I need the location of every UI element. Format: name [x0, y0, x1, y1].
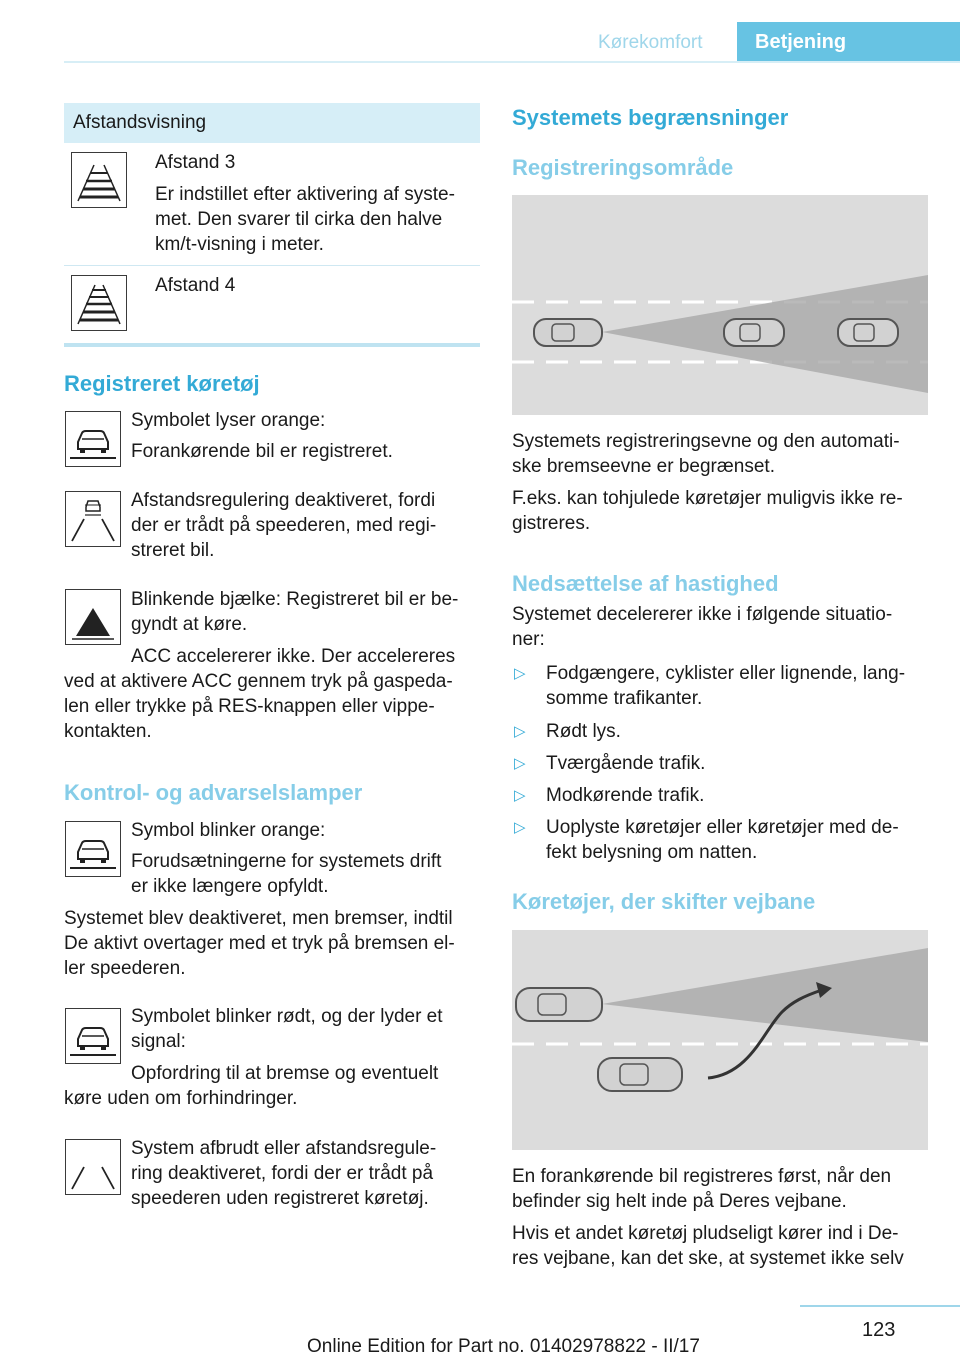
registered-item3-line1: Blinkende bjælke: Registreret bil er be-	[131, 589, 459, 610]
lamps-item1-line1: Symbol blinker orange:	[131, 820, 326, 841]
bullet-icon: ▷	[514, 819, 526, 836]
right-para4-line1: En forankørende bil registreres først, når den	[512, 1166, 892, 1187]
footer-edition: Online Edition for Part no. 01402978822 - II/17	[307, 1336, 700, 1357]
bullet2-line1: Rødt lys.	[546, 721, 621, 742]
car-icon	[65, 411, 121, 467]
subtitle-speed-reduction: Nedsættelse af hastighed	[512, 571, 779, 596]
lamps-item2-line3: Opfordring til at bremse og eventuelt	[131, 1063, 439, 1084]
registered-item1-line1: Symbolet lyser orange:	[131, 410, 326, 431]
lamps-para1-line2: De aktivt overtager med et tryk på bremsen el-	[64, 933, 455, 954]
right-para2-line1: F.eks. kan tohjulede køretøjer muligvis ikke re-	[512, 488, 903, 509]
registered-item2-line2: der er trådt på speederen, med regi-	[131, 515, 437, 536]
row2-line1: Afstand 4	[155, 275, 236, 296]
bullet-icon: ▷	[514, 665, 526, 682]
lamps-item3-line1: System afbrudt eller afstandsregule-	[131, 1138, 437, 1159]
right-para4-line2: befinder sig helt inde på Deres vejbane.	[512, 1191, 847, 1212]
bullet1-line2: somme trafikanter.	[546, 688, 703, 709]
bullet5-line2: fekt belysning om natten.	[546, 842, 758, 863]
lamps-item1-line3: er ikke længere opfyldt.	[131, 876, 329, 897]
registered-item2-line1: Afstandsregulering deaktiveret, fordi	[131, 490, 436, 511]
lamps-item3-line3: speederen uden registreret køretøj.	[131, 1188, 429, 1209]
right-para3-line1: Systemet decelererer ikke i følgende situatio-	[512, 604, 893, 625]
section-title-registered: Registreret køretøj	[64, 371, 260, 396]
right-para1-line2: ske bremseevne er begrænset.	[512, 456, 775, 477]
car-lanes-icon	[65, 491, 121, 547]
detection-range-figure	[512, 195, 928, 415]
bullet-icon: ▷	[514, 787, 526, 804]
row1-line2: Er indstillet efter aktivering af syste-	[155, 184, 455, 205]
bullet1-line1: Fodgængere, cyklister eller lignende, lang-	[546, 663, 906, 684]
lamps-item1-line2: Forudsætningerne for systemets drift	[131, 851, 442, 872]
row1-line1: Afstand 3	[155, 152, 236, 173]
lamps-item2-line2: signal:	[131, 1031, 186, 1052]
subtitle-lane-change: Køretøjer, der skifter vejbane	[512, 889, 816, 914]
bullet-icon: ▷	[514, 723, 526, 740]
right-para5-line2: res vejbane, kan det ske, at systemet ikke selv	[512, 1248, 904, 1269]
lamps-para1-line3: ler speederen.	[64, 958, 186, 979]
acc-line3: len eller trykke på RES-knappen eller vippe-	[64, 696, 435, 717]
header-section-label: Kørekomfort	[598, 32, 703, 53]
bullet5-line1: Uoplyste køretøjer eller køretøjer med de-	[546, 817, 899, 838]
right-para1-line1: Systemets registreringsevne og den automati-	[512, 431, 900, 452]
lamps-item3-line2: ring deaktiveret, fordi der er trådt på	[131, 1163, 434, 1184]
registered-item3-line2: gyndt at køre.	[131, 614, 248, 635]
row1-line4: km/t-visning i meter.	[155, 234, 324, 255]
bullet4-line1: Modkørende trafik.	[546, 785, 705, 806]
right-para2-line2: gistreres.	[512, 513, 591, 534]
car-orange-icon	[65, 821, 121, 877]
acc-line1: ACC accelererer ikke. Der accelereres	[131, 646, 456, 667]
table-row-divider	[64, 265, 480, 266]
car-red-icon	[65, 1008, 121, 1064]
header-tab-betjening: Betjening	[737, 22, 960, 61]
footer-divider	[800, 1305, 960, 1307]
distance-4-icon	[71, 275, 127, 331]
subtitle-detection-range: Registreringsområde	[512, 155, 734, 180]
lane-change-figure	[512, 930, 928, 1150]
acc-line2: ved at aktivere ACC gennem tryk på gaspeda-	[64, 671, 453, 692]
lanes-only-icon	[65, 1139, 121, 1195]
table-bottom-rule	[64, 343, 480, 347]
section-title-limitations: Systemets begrænsninger	[512, 105, 789, 130]
bullet3-line1: Tværgående trafik.	[546, 753, 706, 774]
right-para3-line2: ner:	[512, 629, 545, 650]
row1-line3: met. Den svarer til cirka den halve	[155, 209, 443, 230]
lamps-para1-line1: Systemet blev deaktiveret, men bremser, indtil	[64, 908, 453, 929]
page-number: 123	[862, 1319, 896, 1341]
acc-line4: kontakten.	[64, 721, 152, 742]
lamps-item2-line1: Symbolet blinker rødt, og der lyder et	[131, 1006, 443, 1027]
registered-item2-line3: streret bil.	[131, 540, 215, 561]
section-title-lamps: Kontrol- og advarselslamper	[64, 780, 363, 805]
registered-item1-line2: Forankørende bil er registreret.	[131, 441, 393, 462]
bullet-icon: ▷	[514, 755, 526, 772]
right-para5-line1: Hvis et andet køretøj pludseligt kører ind i De-	[512, 1223, 899, 1244]
distance-3-icon	[71, 152, 127, 208]
lamps-para2: køre uden om forhindringer.	[64, 1088, 298, 1109]
header-divider	[64, 61, 960, 63]
road-bar-icon	[65, 589, 121, 645]
table-heading: Afstandsvisning	[64, 103, 480, 143]
